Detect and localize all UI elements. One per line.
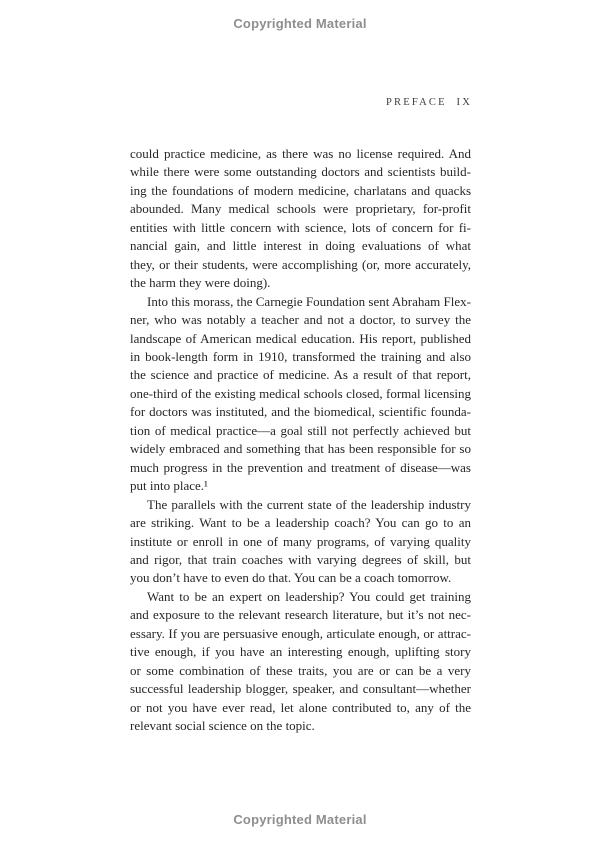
text-line: and rigor, that train coaches with varying degrees of skill, but	[130, 551, 471, 567]
text-line: nancial gain, and little interest in doing evaluations of what	[130, 238, 471, 254]
text-line: or some combination of these traits, you are or can be a very	[130, 662, 471, 678]
paragraph	[130, 496, 471, 588]
text-line: ner, who was notably a teacher and not a doctor, to survey the	[130, 312, 471, 328]
text-line: essary. If you are persuasive enough, articulate enough, or attrac-	[130, 625, 471, 641]
paragraph	[130, 588, 471, 736]
text-line: The parallels with the current state of the leadership industry	[147, 496, 471, 512]
text-line: abounded. Many medical schools were proprietary, for-profit	[130, 201, 471, 217]
body-text	[130, 145, 471, 736]
bottom-copyright-watermark: Copyrighted Material	[233, 812, 367, 827]
text-line: the science and practice of medicine. As a result of that report,	[130, 367, 471, 383]
text-line: in book-length form in 1910, transformed the training and also	[130, 348, 471, 364]
text-line: much progress in the prevention and treatment of disease—was	[130, 459, 471, 475]
text-line: could practice medicine, as there was no license required. And	[130, 146, 471, 161]
text-line: ing the foundations of modern medicine, charlatans and quacks	[130, 182, 471, 198]
text-line: and exposure to the relevant research literature, but it’s not nec-	[130, 607, 471, 623]
text-line: the harm they were doing).	[130, 275, 271, 291]
text-line: while there were some outstanding doctors and scientists build-	[130, 164, 471, 180]
text-line: you don’t have to even do that. You can be a coach tomorrow.	[130, 570, 452, 586]
text-line: put into place.¹	[130, 478, 208, 494]
text-line: are striking. Want to be a leadership coach? You can go to an	[130, 515, 471, 531]
text-line: for doctors was instituted, and the biomedical, scientific founda-	[130, 404, 471, 420]
text-line: landscape of American medical education. His report, published	[130, 330, 471, 346]
text-line: Into this morass, the Carnegie Foundation sent Abraham Flex-	[147, 293, 471, 309]
text-line: or not you have ever read, let alone contributed to, any of the	[130, 699, 471, 715]
text-line: relevant social science on the topic.	[130, 718, 315, 734]
text-line: Want to be an expert on leadership? You could get training	[147, 588, 471, 604]
text-line: entities with little concern with science, lots of concern for fi-	[130, 219, 471, 235]
running-header-preface: PREFACE IX	[385, 97, 472, 108]
text-line: one-third of the existing medical schools closed, formal licensing	[130, 385, 471, 401]
text-line: they, or their students, were accomplishing (or, more accurately,	[130, 256, 471, 272]
top-copyright-watermark: Copyrighted Material	[233, 16, 367, 31]
text-line: widely embraced and something that has been responsible for so	[130, 441, 471, 457]
paragraph	[130, 293, 471, 496]
text-line: successful leadership blogger, speaker, and consultant—whether	[130, 681, 471, 697]
text-line: tive enough, if you have an interesting enough, uplifting story	[130, 644, 471, 660]
paragraph	[130, 145, 471, 293]
text-line: institute or enroll in one of many programs, of varying quality	[130, 533, 471, 549]
text-line: tion of medical practice—a goal still not perfectly achieved but	[130, 422, 471, 438]
